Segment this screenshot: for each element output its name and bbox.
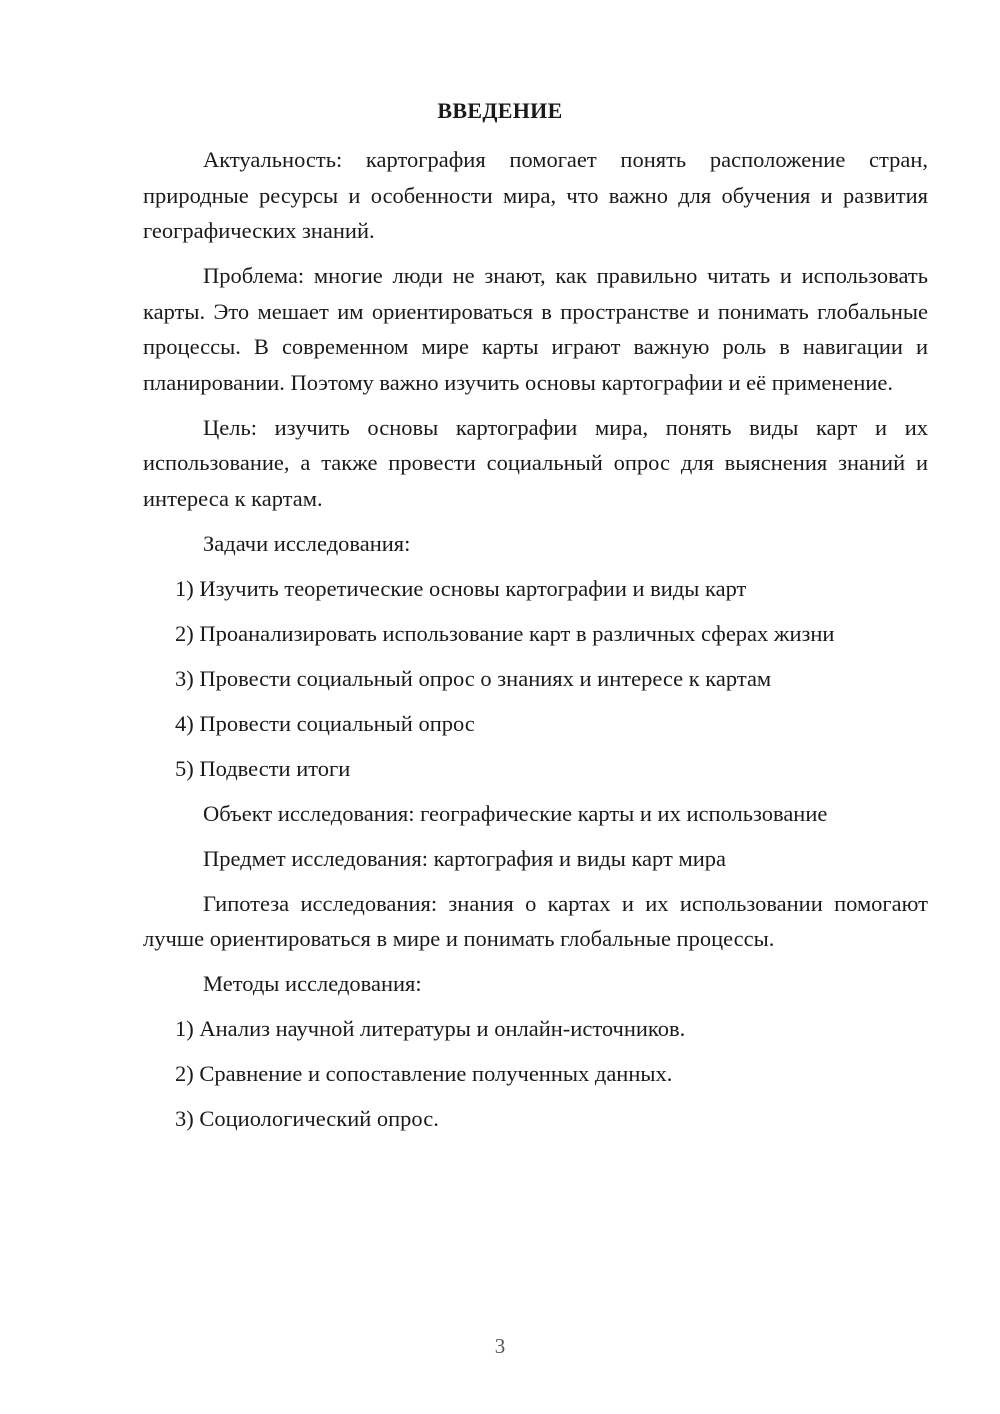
subject-paragraph: Предмет исследования: картография и виды карт мира bbox=[203, 845, 726, 871]
task-item: 4) Провести социальный опрос bbox=[175, 710, 475, 736]
method-item: 3) Социологический опрос. bbox=[175, 1106, 439, 1131]
method-item: 1) Анализ научной литературы и онлайн-источников. bbox=[175, 1016, 686, 1041]
task-item: 2) Проанализировать использование карт в различных сферах жизни bbox=[175, 620, 835, 646]
problem-paragraph: Проблема: многие люди не знают, как правильно читать и использовать карты. Это мешает им ориентироваться в пространстве и понимать глобальные процессы. В современном мире карты играют важную роль в навигации и планировании. Поэтому важно изучить основы картографии и её применение. bbox=[143, 263, 928, 395]
hypothesis-paragraph: Гипотеза исследования: знания о картах и их использовании помогают лучше ориентироваться в мире и понимать глобальные процессы. bbox=[143, 890, 928, 951]
page-title: ВВЕДЕНИЕ bbox=[437, 98, 563, 123]
tasks-heading: Задачи исследования: bbox=[203, 530, 411, 556]
relevance-paragraph: Актуальность: картография помогает понять расположение стран, природные ресурсы и особенности мира, что важно для обучения и развития географических знаний. bbox=[143, 147, 928, 243]
task-item: 3) Провести социальный опрос о знаниях и интересе к картам bbox=[175, 665, 772, 691]
goal-paragraph: Цель: изучить основы картографии мира, понять виды карт и их использование, а также провести социальный опрос для выяснения знаний и интереса к картам. bbox=[143, 414, 928, 511]
task-item: 1) Изучить теоретические основы картографии и виды карт bbox=[175, 575, 747, 601]
methods-heading: Методы исследования: bbox=[203, 971, 422, 996]
object-paragraph: Объект исследования: географические карты и их использование bbox=[203, 800, 828, 826]
task-item: 5) Подвести итоги bbox=[175, 755, 351, 781]
method-item: 2) Сравнение и сопоставление полученных данных. bbox=[175, 1061, 673, 1086]
document-body bbox=[143, 142, 928, 1146]
page-number: 3 bbox=[494, 1334, 506, 1358]
